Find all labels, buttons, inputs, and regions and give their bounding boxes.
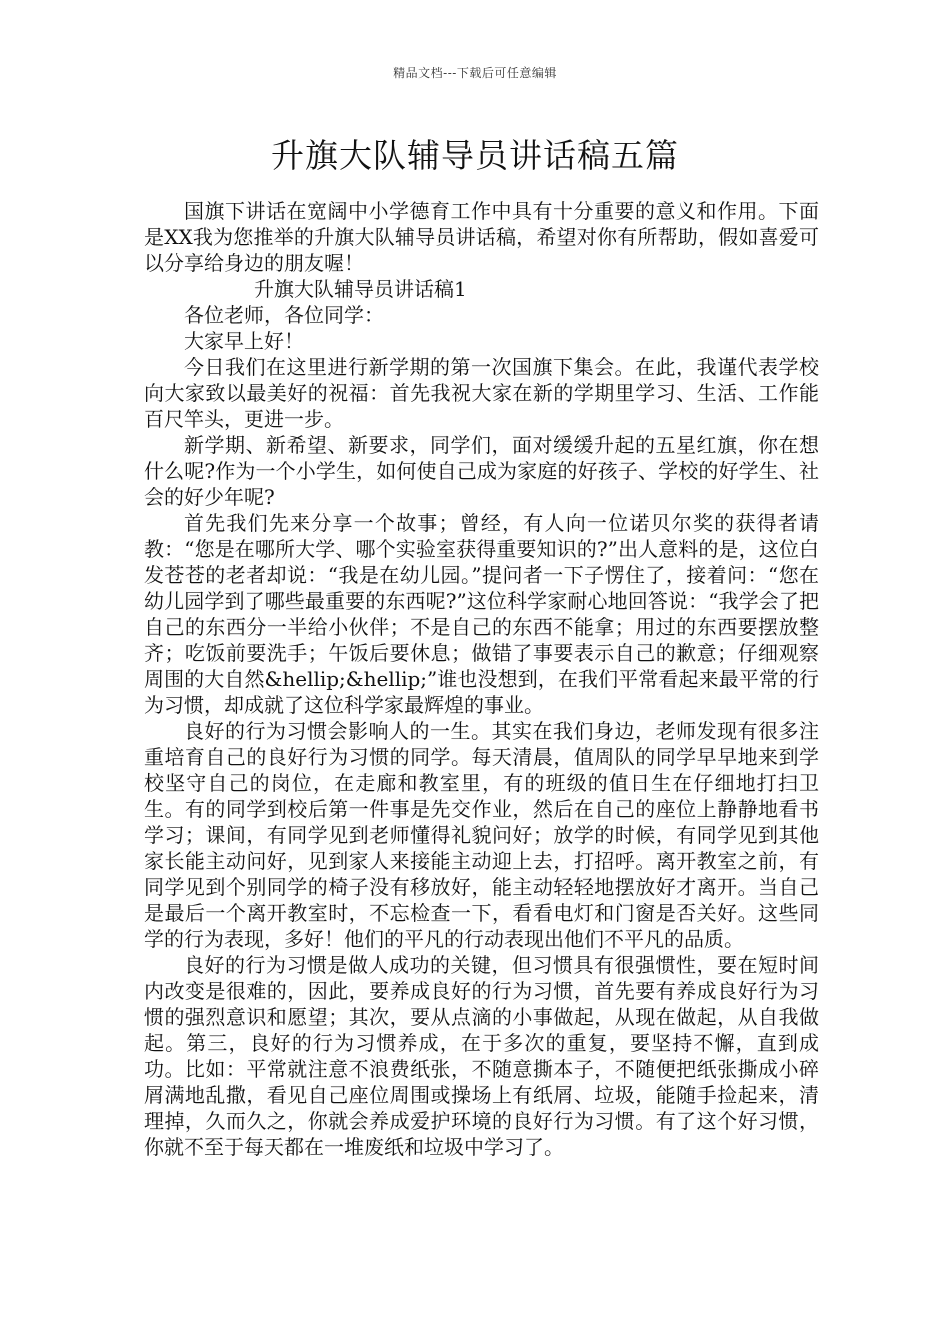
speech-heading: 升旗大队辅导员讲话稿1 bbox=[254, 277, 467, 301]
body-paragraph: 新学期、新希望、新要求，同学们，面对缓缓升起的五星红旗，你在想什么呢?作为一个小学生，如何使自己成为家庭的好孩子、学校的好学生、社会的好少年呢? bbox=[144, 433, 819, 509]
salutation: 各位老师，各位同学： bbox=[184, 303, 384, 327]
header-note: 精品文档---下载后可任意编辑 bbox=[393, 66, 557, 80]
body-paragraph: 首先我们先来分享一个故事；曾经，有人向一位诺贝尔奖的获得者请教：“您是在哪所大学、哪个实验室获得重要知识的?”出人意料的是，这位白发苍苍的老者却说：“我是在幼儿园。”提问者一下子愣住了，接着问：“您在幼儿园学到了哪些最重要的东西呢?”这位科学家耐心地回答说：“我学会了把自己的东西分一半给小伙伴；不是自己的东西不能拿；用过的东西要摆放整齐；吃饭前要洗手；午饭后要休息；做错了事要表示自己的歉意；仔细观察周围的大自然&hellip;&hellip;”谁也没想到，在我们平常看起来最平常的行为习惯，却成就了这位科学家最辉煌的事业。 bbox=[144, 511, 819, 717]
body-paragraph: 良好的行为习惯是做人成功的关键，但习惯具有很强惯性，要在短时间内改变是很难的，因此，要养成良好的行为习惯，首先要有养成良好行为习惯的强烈意识和愿望；其次，要从点滴的小事做起，从现在做起，从自我做起。第三，良好的行为习惯养成，在于多次的重复，要坚持不懈，直到成功。比如：平常就注意不浪费纸张，不随意撕本子，不随便把纸张撕成小碎屑满地乱撒，看见自己座位周围或操场上有纸屑、垃圾，能随手捡起来，清理掉，久而久之，你就会养成爱护环境的良好行为习惯。有了这个好习惯，你就不至于每天都在一堆废纸和垃圾中学习了。 bbox=[144, 953, 819, 1159]
document-body bbox=[144, 198, 819, 1160]
body-paragraph: 良好的行为习惯会影响人的一生。其实在我们身边，老师发现有很多注重培育自己的良好行为习惯的同学。每天清晨，值周队的同学早早地来到学校坚守自己的岗位，在走廊和教室里，有的班级的值日生在仔细地打扫卫生。有的同学到校后第一件事是先交作业，然后在自己的座位上静静地看书学习；课间，有同学见到老师懂得礼貌问好；放学的时候，有同学见到其他家长能主动问好，见到家人来接能主动迎上去，打招呼。离开教室之前，有同学见到个别同学的椅子没有移放好，能主动轻轻地摆放好才离开。当自己是最后一个离开教室时，不忘检查一下，看看电灯和门窗是否关好。这些同学的行为表现，多好！他们的平凡的行动表现出他们不平凡的品质。 bbox=[144, 719, 819, 951]
body-paragraph: 今日我们在这里进行新学期的第一次国旗下集会。在此，我谨代表学校向大家致以最美好的祝福：首先我祝大家在新的学期里学习、生活、工作能百尺竿头，更进一步。 bbox=[144, 355, 819, 431]
document-title: 升旗大队辅导员讲话稿五篇 bbox=[271, 136, 679, 175]
greeting: 大家早上好！ bbox=[184, 329, 304, 353]
intro-paragraph: 国旗下讲话在宽阔中小学德育工作中具有十分重要的意义和作用。下面是XX我为您推举的升旗大队辅导员讲话稿，希望对你有所帮助，假如喜爱可以分享给身边的朋友喔！ bbox=[144, 199, 819, 275]
